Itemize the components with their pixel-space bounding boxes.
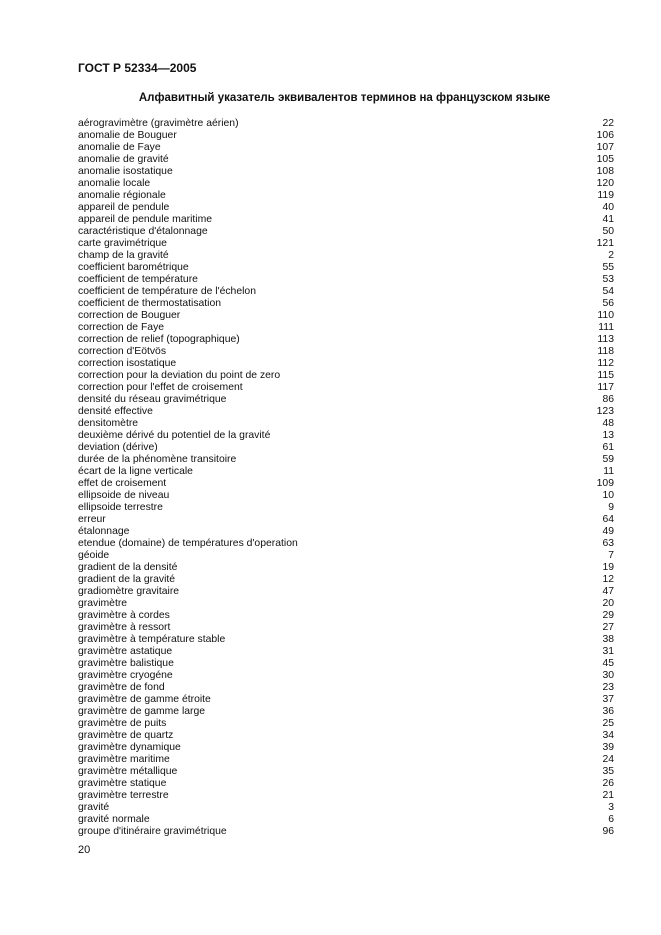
- index-term: gravimètre à cordes: [78, 610, 170, 621]
- index-entry: [78, 466, 614, 478]
- index-term: correction isostatique: [78, 358, 177, 369]
- index-term-number: 19: [602, 562, 614, 573]
- index-term: gravité normale: [78, 814, 150, 825]
- index-entry: [78, 598, 614, 610]
- index-term-number: 20: [602, 598, 614, 609]
- index-term-number: 113: [597, 334, 614, 345]
- index-term-number: 61: [602, 442, 614, 453]
- index-term: correction de relief (topographique): [78, 334, 240, 345]
- index-term: coefficient barométrique: [78, 262, 189, 273]
- index-entry: [78, 178, 614, 190]
- index-term-number: 105: [596, 154, 614, 165]
- index-term: ellipsoide de niveau: [78, 490, 170, 501]
- index-entry: [78, 430, 614, 442]
- index-term: deviation (dérive): [78, 442, 158, 453]
- index-term-number: 49: [602, 526, 614, 537]
- index-entry: [78, 262, 614, 274]
- index-entry: [78, 298, 614, 310]
- index-term: gravimètre de fond: [78, 682, 165, 693]
- index-term: gravimètre: [78, 598, 128, 609]
- index-term: groupe d'itinéraire gravimétrique: [78, 826, 227, 837]
- index-term: correction d'Eötvös: [78, 346, 167, 357]
- index-term: gravimètre de quartz: [78, 730, 174, 741]
- index-term: correction de Faye: [78, 322, 165, 333]
- index-entry: [78, 610, 614, 622]
- index-term: densitomètre: [78, 418, 139, 429]
- index-term: correction de Bouguer: [78, 310, 181, 321]
- index-term: coefficient de thermostatisation: [78, 298, 222, 309]
- index-term: anomalie de Bouguer: [78, 130, 177, 141]
- index-term: anomalie isostatique: [78, 166, 173, 177]
- index-entry: [78, 538, 614, 550]
- index-term-number: 53: [602, 274, 614, 285]
- index-term-number: 121: [596, 238, 614, 249]
- index-entry: [78, 190, 614, 202]
- index-term-number: 27: [602, 622, 614, 633]
- index-term: deuxième dérivé du potentiel de la gravité: [78, 430, 271, 441]
- index-term-number: 47: [602, 586, 614, 597]
- index-term: correction pour la deviation du point de zero: [78, 370, 281, 381]
- index-term: gravimètre astatique: [78, 646, 173, 657]
- index-term-number: 119: [597, 190, 614, 201]
- index-term: correction pour l'effet de croisement: [78, 382, 243, 393]
- index-entry: [78, 706, 614, 718]
- index-term-number: 31: [602, 646, 614, 657]
- index-term-number: 36: [602, 706, 614, 717]
- index-term: gradiomètre gravitaire: [78, 586, 180, 597]
- index-entry: [78, 778, 614, 790]
- index-entry: [78, 238, 614, 250]
- index-entry: [78, 490, 614, 502]
- index-term-number: 110: [597, 310, 614, 321]
- index-entry: [78, 742, 614, 754]
- index-term-number: 37: [602, 694, 614, 705]
- index-entry: [78, 274, 614, 286]
- index-term-number: 64: [602, 514, 614, 525]
- page-number: 20: [78, 844, 91, 856]
- index-term-number: 45: [602, 658, 614, 669]
- index-term: densité effective: [78, 406, 153, 417]
- index-term: appareil de pendule: [78, 202, 170, 213]
- index-term-number: 29: [602, 610, 614, 621]
- index-term: gravimètre à température stable: [78, 634, 226, 645]
- index-entry: [78, 478, 614, 490]
- index-term: appareil de pendule maritime: [78, 214, 213, 225]
- index-term: effet de croisement: [78, 478, 167, 489]
- index-term: densité du réseau gravimétrique: [78, 394, 227, 405]
- index-term-number: 54: [602, 286, 614, 297]
- index-entry: [78, 526, 614, 538]
- index-term: gradient de la gravité: [78, 574, 176, 585]
- index-term-number: 50: [602, 226, 614, 237]
- index-term-number: 34: [602, 730, 614, 741]
- index-entry: [78, 658, 614, 670]
- index-term-number: 2: [608, 250, 614, 261]
- index-term: gravimètre balistique: [78, 658, 174, 669]
- index-term: gravimètre de gamme large: [78, 706, 206, 717]
- index-term: aérogravimètre (gravimètre aérien): [78, 118, 239, 129]
- section-title: Алфавитный указатель эквивалентов терминов на французском языке: [138, 92, 551, 104]
- index-term-number: 96: [602, 826, 614, 837]
- term-index-list: [78, 118, 614, 838]
- index-term-number: 118: [597, 346, 614, 357]
- index-entry: [78, 502, 614, 514]
- index-term-number: 59: [602, 454, 614, 465]
- index-term: gravimètre de gamme étroite: [78, 694, 211, 705]
- index-entry: [78, 418, 614, 430]
- index-term-number: 3: [608, 802, 614, 813]
- index-term: écart de la ligne verticale: [78, 466, 193, 477]
- index-entry: [78, 826, 614, 838]
- index-entry: [78, 646, 614, 658]
- index-term-number: 56: [602, 298, 614, 309]
- index-entry: [78, 814, 614, 826]
- index-entry: [78, 694, 614, 706]
- index-term-number: 48: [602, 418, 614, 429]
- index-term-number: 63: [602, 538, 614, 549]
- index-term-number: 107: [596, 142, 614, 153]
- index-entry: [78, 718, 614, 730]
- index-entry: [78, 310, 614, 322]
- index-entry: [78, 142, 614, 154]
- index-term: gravimètre dynamique: [78, 742, 181, 753]
- index-term: champ de la gravité: [78, 250, 169, 261]
- index-term: caractéristique d'étalonnage: [78, 226, 208, 237]
- index-term: ellipsoide terrestre: [78, 502, 163, 513]
- index-term: anomalie de Faye: [78, 142, 161, 153]
- index-entry: [78, 154, 614, 166]
- index-term: carte gravimétrique: [78, 238, 167, 249]
- index-term: anomalie locale: [78, 178, 151, 189]
- index-term-number: 39: [602, 742, 614, 753]
- index-entry: [78, 550, 614, 562]
- index-term-number: 22: [602, 118, 614, 129]
- index-term-number: 106: [596, 130, 614, 141]
- index-entry: [78, 130, 614, 142]
- index-term-number: 109: [596, 478, 614, 489]
- index-term-number: 86: [602, 394, 614, 405]
- index-term-number: 35: [602, 766, 614, 777]
- index-term-number: 12: [602, 574, 614, 585]
- index-term-number: 111: [598, 322, 614, 333]
- index-term-number: 120: [596, 178, 614, 189]
- index-term-number: 40: [602, 202, 614, 213]
- index-term: gravimètre de puits: [78, 718, 167, 729]
- index-term-number: 30: [602, 670, 614, 681]
- index-term: étalonnage: [78, 526, 130, 537]
- index-entry: [78, 574, 614, 586]
- index-entry: [78, 214, 614, 226]
- index-entry: [78, 394, 614, 406]
- index-term-number: 115: [597, 370, 614, 381]
- index-entry: [78, 370, 614, 382]
- index-term-number: 10: [602, 490, 614, 501]
- index-term-number: 38: [602, 634, 614, 645]
- index-entry: [78, 346, 614, 358]
- index-entry: [78, 202, 614, 214]
- index-term-number: 9: [608, 502, 614, 513]
- index-term: coefficient de température de l'échelon: [78, 286, 256, 297]
- index-term-number: 108: [596, 166, 614, 177]
- index-entry: [78, 442, 614, 454]
- index-term-number: 123: [596, 406, 614, 417]
- index-entry: [78, 286, 614, 298]
- index-term: gradient de la densité: [78, 562, 178, 573]
- index-entry: [78, 766, 614, 778]
- index-term: coefficient de température: [78, 274, 198, 285]
- index-term: gravimètre statique: [78, 778, 167, 789]
- index-term-number: 21: [602, 790, 614, 801]
- index-term-number: 25: [602, 718, 614, 729]
- index-term-number: 26: [602, 778, 614, 789]
- index-term-number: 117: [597, 382, 614, 393]
- index-term-number: 13: [602, 430, 614, 441]
- index-entry: [78, 250, 614, 262]
- index-term: gravimètre à ressort: [78, 622, 171, 633]
- index-term-number: 11: [603, 466, 614, 477]
- index-entry: [78, 514, 614, 526]
- index-entry: [78, 586, 614, 598]
- index-term: géoide: [78, 550, 110, 561]
- index-term: anomalie de gravité: [78, 154, 169, 165]
- index-term: gravimètre cryogéne: [78, 670, 173, 681]
- index-term: durée de la phénomène transitoire: [78, 454, 237, 465]
- index-term-number: 7: [608, 550, 614, 561]
- index-term: erreur: [78, 514, 106, 525]
- index-term-number: 41: [602, 214, 614, 225]
- index-entry: [78, 622, 614, 634]
- index-entry: [78, 802, 614, 814]
- index-entry: [78, 406, 614, 418]
- index-term: gravité: [78, 802, 110, 813]
- index-term-number: 23: [602, 682, 614, 693]
- index-term-number: 6: [608, 814, 614, 825]
- document-header: ГОСТ Р 52334—2005: [78, 61, 197, 75]
- index-entry: [78, 118, 614, 130]
- index-entry: [78, 382, 614, 394]
- index-term: etendue (domaine) de températures d'operation: [78, 538, 298, 549]
- index-entry: [78, 634, 614, 646]
- index-entry: [78, 790, 614, 802]
- index-term-number: 24: [602, 754, 614, 765]
- index-entry: [78, 454, 614, 466]
- index-entry: [78, 730, 614, 742]
- index-entry: [78, 754, 614, 766]
- index-entry: [78, 562, 614, 574]
- index-entry: [78, 358, 614, 370]
- index-entry: [78, 226, 614, 238]
- index-term: gravimètre terrestre: [78, 790, 169, 801]
- index-entry: [78, 334, 614, 346]
- index-term-number: 112: [597, 358, 614, 369]
- index-term: gravimètre maritime: [78, 754, 170, 765]
- index-entry: [78, 682, 614, 694]
- index-entry: [78, 322, 614, 334]
- index-term: anomalie régionale: [78, 190, 166, 201]
- index-term-number: 55: [602, 262, 614, 273]
- index-entry: [78, 166, 614, 178]
- index-entry: [78, 670, 614, 682]
- index-term: gravimètre métallique: [78, 766, 178, 777]
